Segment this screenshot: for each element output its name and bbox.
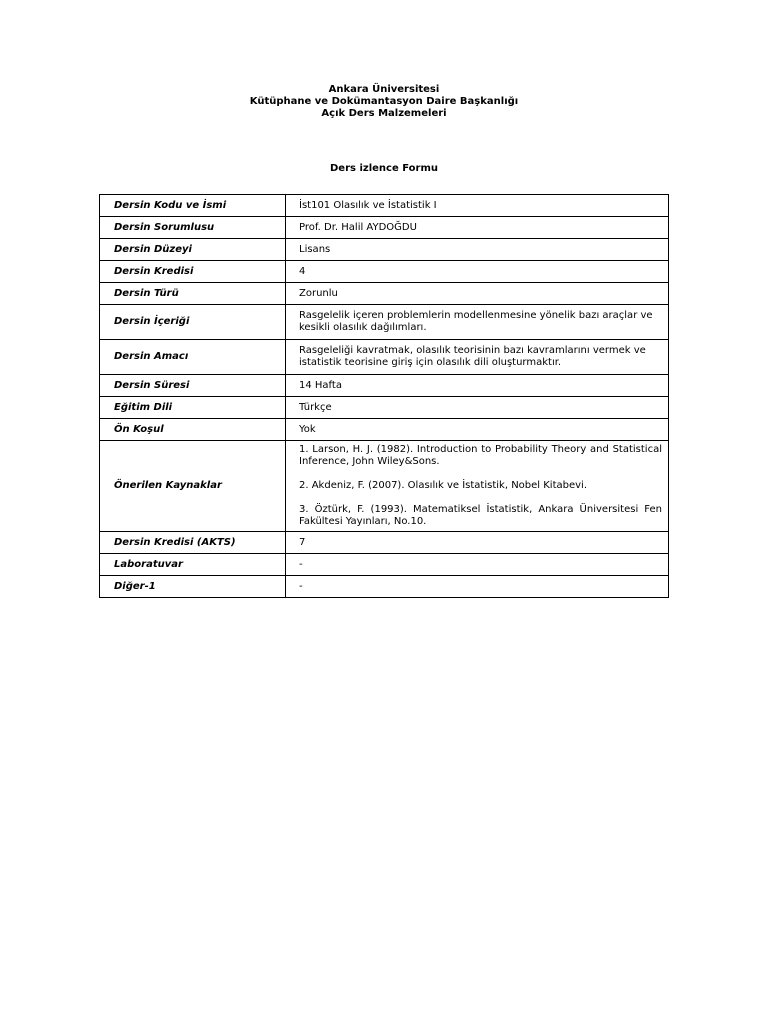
table-row <box>100 576 669 598</box>
department-name: Kütüphane ve Dokümantasyon Daire Başkanlığı <box>249 96 519 107</box>
row-label: Ön Koşul <box>100 419 286 441</box>
table-row <box>100 397 669 419</box>
row-label: Dersin Düzeyi <box>100 239 286 261</box>
table-row <box>100 195 669 217</box>
row-label: Dersin Kodu ve İsmi <box>100 195 286 217</box>
row-label: Dersin Sorumlusu <box>100 217 286 239</box>
syllabus-table <box>99 194 669 598</box>
row-value: 4 <box>286 261 669 283</box>
row-value: Rasgelelik içeren problemlerin modellenmesine yönelik bazı araçlar ve kesikli olasılık dağılımları. <box>286 305 669 340</box>
row-value: 7 <box>286 532 669 554</box>
reference-item: 2. Akdeniz, F. (2007). Olasılık ve İstatistik, Nobel Kitabevi. <box>299 480 588 491</box>
row-label: Dersin Kredisi <box>100 261 286 283</box>
table-row <box>100 419 669 441</box>
row-label: Dersin İçeriği <box>100 305 286 340</box>
row-label: Laboratuvar <box>100 554 286 576</box>
row-label: Dersin Amacı <box>100 340 286 375</box>
row-value: Prof. Dr. Halil AYDOĞDU <box>286 217 669 239</box>
table-row <box>100 239 669 261</box>
form-title: Ders izlence Formu <box>330 163 438 174</box>
row-value: İst101 Olasılık ve İstatistik I <box>286 195 669 217</box>
collection-name: Açık Ders Malzemeleri <box>321 108 447 119</box>
table-row <box>100 554 669 576</box>
row-value: Türkçe <box>286 397 669 419</box>
table-row <box>100 305 669 340</box>
row-value: - <box>286 576 669 598</box>
row-value: - <box>286 554 669 576</box>
row-value: Zorunlu <box>286 283 669 305</box>
row-value: Rasgeleliği kavratmak, olasılık teorisinin bazı kavramlarını vermek ve istatistik teorisine giriş için olasılık dili oluşturmaktır. <box>286 340 669 375</box>
document-header <box>0 84 768 120</box>
table-row <box>100 375 669 397</box>
table-row <box>100 532 669 554</box>
row-label: Diğer-1 <box>100 576 286 598</box>
table-row <box>100 441 669 532</box>
row-value: Yok <box>286 419 669 441</box>
reference-item: 1. Larson, H. J. (1982). Introduction to Probability Theory and Statistical Inference, John Wiley&Sons. <box>299 444 662 467</box>
row-label: Önerilen Kaynaklar <box>100 441 286 532</box>
row-value: Lisans <box>286 239 669 261</box>
table-row <box>100 283 669 305</box>
row-label: Dersin Türü <box>100 283 286 305</box>
table-row <box>100 340 669 375</box>
references-cell <box>286 441 669 532</box>
university-name: Ankara Üniversitesi <box>328 84 440 95</box>
row-label: Dersin Süresi <box>100 375 286 397</box>
table-row <box>100 261 669 283</box>
row-label: Eğitim Dili <box>100 397 286 419</box>
reference-item: 3. Öztürk, F. (1993). Matematiksel İstatistik, Ankara Üniversitesi Fen Fakültesi Yayınları, No.10. <box>299 504 662 527</box>
row-value: 14 Hafta <box>286 375 669 397</box>
row-label: Dersin Kredisi (AKTS) <box>100 532 286 554</box>
table-row <box>100 217 669 239</box>
